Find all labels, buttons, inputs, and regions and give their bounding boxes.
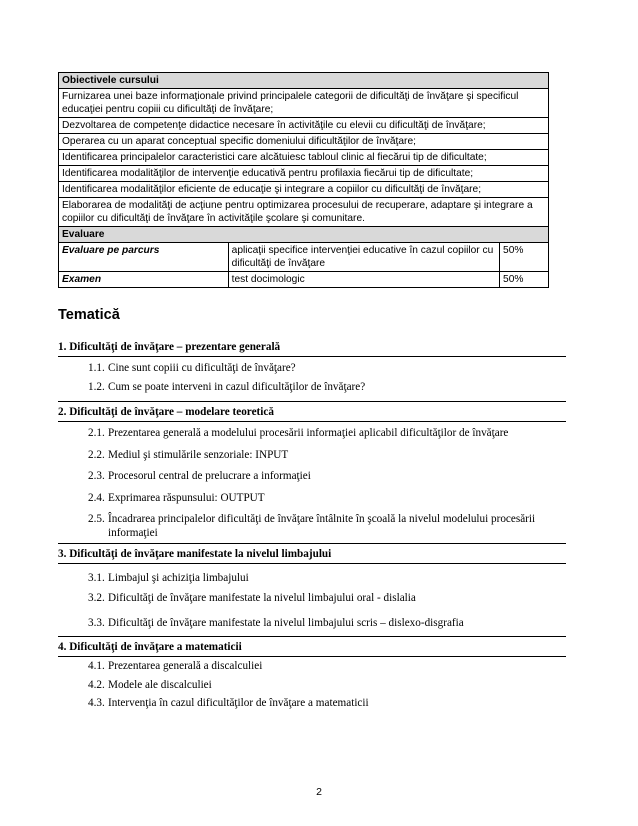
course-table [58, 72, 549, 288]
item-number: 1.2. [88, 380, 105, 393]
list-item [58, 381, 566, 395]
section-title: 2. Dificultăţi de învăţare – modelare teoretică [58, 401, 566, 422]
evaluation-method: test docimologic [228, 272, 499, 288]
list-item [58, 660, 566, 674]
section-items [58, 660, 566, 711]
item-text: Procesorul central de prelucrare a informaţiei [108, 470, 311, 482]
objective-row: Elaborarea de modalităţi de acţiune pentru optimizarea procesului de recuperare, adaptare şi integrare a copiilor cu dificultăţi de învăţare în activităţile şcolare şi comunitare. [59, 198, 549, 227]
list-item [58, 492, 566, 506]
item-text: Modele ale discalculiei [108, 678, 212, 691]
item-text: Prezentarea generală a discalculiei [108, 660, 263, 672]
section-items [58, 362, 566, 394]
item-number: 3.3. [88, 617, 105, 629]
item-number: 2.1. [88, 427, 105, 439]
item-text: Cine sunt copiii cu dificultăţi de învăţare? [108, 362, 296, 374]
item-number: 4.1. [88, 660, 105, 672]
evaluation-type: Examen [59, 272, 229, 288]
evaluation-type: Evaluare pe parcurs [59, 243, 229, 272]
section-3 [58, 543, 566, 631]
objectives-header: Obiectivele cursului [59, 73, 549, 89]
section-4 [58, 636, 566, 711]
evaluation-method: aplicaţii specifice intervenţiei educative în cazul copiilor cu dificultăţi de învăţare [228, 243, 499, 272]
item-number: 2.3. [88, 470, 105, 482]
list-item [58, 572, 566, 586]
item-text: Dificultăţi de învăţare manifestate la nivelul limbajului scris – dislexo-disgrafia [108, 617, 464, 629]
evaluation-weight: 50% [500, 243, 549, 272]
objective-row: Identificarea principalelor caracteristici care alcătuiesc tabloul clinic al fiecărui tip de dificultate; [59, 150, 549, 166]
evaluation-row [59, 272, 549, 288]
section-title: 4. Dificultăţi de învăţare a matematicii [58, 636, 566, 657]
section-items [58, 572, 566, 631]
list-item [58, 449, 566, 463]
item-number: 4.2. [88, 678, 105, 691]
evaluation-weight: 50% [500, 272, 549, 288]
section-title: 3. Dificultăţi de învăţare manifestate la nivelul limbajului [58, 543, 566, 564]
list-item [58, 362, 566, 376]
list-item [58, 592, 566, 606]
section-title: 1. Dificultăţi de învăţare – prezentare generală [58, 341, 566, 357]
evaluation-header: Evaluare [59, 227, 549, 243]
list-item [58, 513, 566, 540]
evaluation-row [59, 243, 549, 272]
item-text: Dificultăţi de învăţare manifestate la nivelul limbajului oral - dislalia [108, 591, 416, 604]
section-items [58, 427, 566, 540]
item-text: Limbajul şi achiziţia limbajului [108, 572, 249, 584]
item-text: Prezentarea generală a modelului procesării informaţiei aplicabil dificultăţilor de învăţare [108, 427, 509, 439]
item-text: Exprimarea răspunsului: OUTPUT [108, 491, 265, 504]
list-item [58, 617, 566, 631]
tematica-heading: Tematică [58, 307, 120, 323]
objective-row: Identificarea modalităţilor eficiente de educaţie şi integrare a copiilor cu dificultăţi de învăţare; [59, 182, 549, 198]
section-2 [58, 401, 566, 540]
item-text: Cum se poate interveni in cazul dificultăţilor de învăţare? [108, 380, 366, 393]
section-1 [58, 341, 566, 394]
item-number: 3.2. [88, 591, 105, 604]
item-text: Intervenţia în cazul dificultăţilor de învăţare a matematicii [108, 697, 369, 709]
list-item [58, 470, 566, 484]
item-number: 2.2. [88, 448, 105, 461]
item-number: 1.1. [88, 362, 105, 374]
objective-row: Identificarea modalităţilor de intervenţie educativă pentru profilaxia fiecărui tip de dificultate; [59, 166, 549, 182]
objective-row: Operarea cu un aparat conceptual specific domeniului dificultăţilor de învăţare; [59, 134, 549, 150]
item-text: Încadrarea principalelor dificultăţi de învăţare întâlnite în şcoală la nivelul modelului procesării informaţiei [108, 513, 536, 539]
page-number: 2 [316, 786, 322, 798]
item-number: 4.3. [88, 697, 105, 709]
objective-row: Furnizarea unei baze informaţionale privind principalele categorii de dificultăţi de învăţare şi specificul educaţiei pentru copiii cu dificultăţi de învăţare; [59, 89, 549, 118]
item-text: Mediul şi stimulările senzoriale: INPUT [108, 448, 289, 461]
objective-row: Dezvoltarea de competenţe didactice necesare în activităţile cu elevii cu dificultăţi de învăţare; [59, 118, 549, 134]
item-number: 2.4. [88, 491, 105, 504]
list-item [58, 697, 566, 711]
item-number: 3.1. [88, 572, 105, 584]
list-item [58, 427, 566, 441]
item-number: 2.5. [88, 513, 105, 525]
list-item [58, 679, 566, 693]
